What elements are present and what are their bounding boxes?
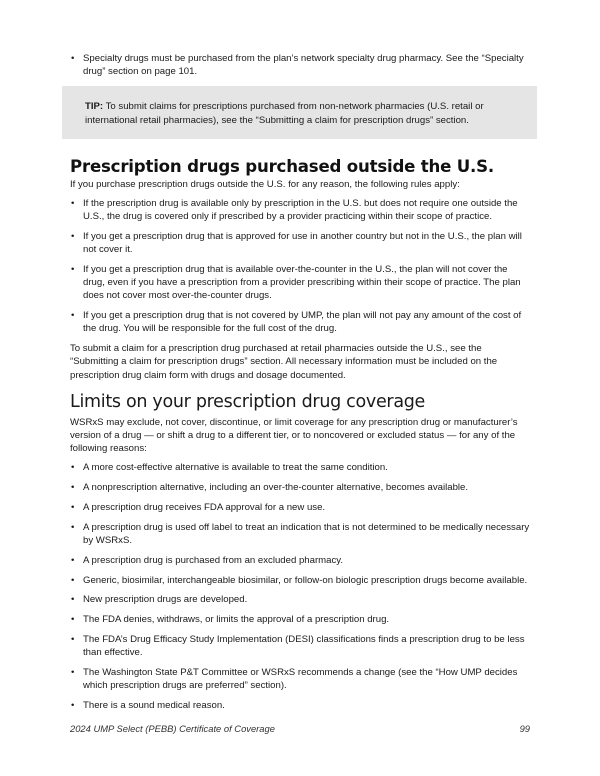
limits-reasons-list [70, 461, 532, 712]
tip-text: To submit claims for prescriptions purchased from non-network pharmacies (U.S. retail or international retail pharmacies), see the “Submitting a claim for prescription drugs” section. [85, 101, 484, 126]
list-item: • Generic, biosimilar, interchangeable biosimilar, or follow-on biologic prescription drugs become available. [70, 574, 532, 587]
list-item: • A prescription drug receives FDA approval for a new use. [70, 501, 532, 514]
section-intro: If you purchase prescription drugs outside the U.S. for any reason, the following rules apply: [70, 178, 460, 190]
list-item: • The FDA’s Drug Efficacy Study Implementation (DESI) classifications finds a prescription drug to be less than effective. [70, 633, 532, 659]
section-heading-limits: Limits on your prescription drug coverage [70, 391, 426, 412]
list-item: • The Washington State P&T Committee or WSRxS recommends a change (see the “How UMP decides which prescription drugs are preferred” section). [70, 666, 532, 692]
list-item: • If the prescription drug is available only by prescription in the U.S. but does not require one outside the U.S., the drug is covered only if prescribed by a provider practicing within their scope of practice. [70, 197, 532, 223]
list-item: • A prescription drug is used off label to treat an indication that is not determined to be medically necessary by WSRxS. [70, 521, 532, 547]
section-intro: WSRxS may exclude, not cover, discontinue, or limit coverage for any prescription drug or manufacturer’s version of a drug — or shift a drug to a different tier, or to noncovered or excluded status — for any of the following reasons: [70, 416, 518, 455]
list-item: • A more cost-effective alternative is available to treat the same condition. [70, 461, 532, 474]
footer-document-title: 2024 UMP Select (PEBB) Certificate of Coverage [70, 723, 275, 734]
page-footer [70, 723, 530, 734]
list-item: • There is a sound medical reason. [70, 699, 532, 712]
list-item: • New prescription drugs are developed. [70, 593, 532, 606]
outside-us-rules-list [70, 197, 532, 336]
tip-label: TIP: [85, 101, 104, 113]
list-item: • Specialty drugs must be purchased from the plan’s network specialty drug pharmacy. See the “Specialty drug” section on page 101. [70, 52, 532, 78]
list-item: • A nonprescription alternative, including an over-the-counter alternative, becomes available. [70, 481, 532, 494]
list-item: • A prescription drug is purchased from an excluded pharmacy. [70, 554, 532, 567]
section-heading-outside-us: Prescription drugs purchased outside the U.S. [70, 156, 495, 176]
section-closing-paragraph: To submit a claim for a prescription drug purchased at retail pharmacies outside the U.S., see the “Submitting a claim for prescription drugs” section. All necessary information must be included on the prescription drug claim form with drugs and dosage documented. [70, 343, 498, 381]
footer-page-number: 99 [519, 723, 530, 734]
list-item: • If you get a prescription drug that is approved for use in another country but not in the U.S., the plan will not cover it. [70, 230, 532, 256]
list-item: • If you get a prescription drug that is available over-the-counter in the U.S., the plan will not cover the drug, even if you have a prescription from a provider prescribing within their scope of practice. The plan does not cover most over-the-counter drugs. [70, 263, 532, 303]
top-bullet-list [70, 52, 532, 78]
tip-box [62, 86, 537, 138]
list-item: • If you get a prescription drug that is not covered by UMP, the plan will not pay any amount of the cost of the drug. You will be responsible for the full cost of the drug. [70, 309, 532, 335]
list-item: • The FDA denies, withdraws, or limits the approval of a prescription drug. [70, 613, 532, 626]
page-content [70, 52, 532, 719]
